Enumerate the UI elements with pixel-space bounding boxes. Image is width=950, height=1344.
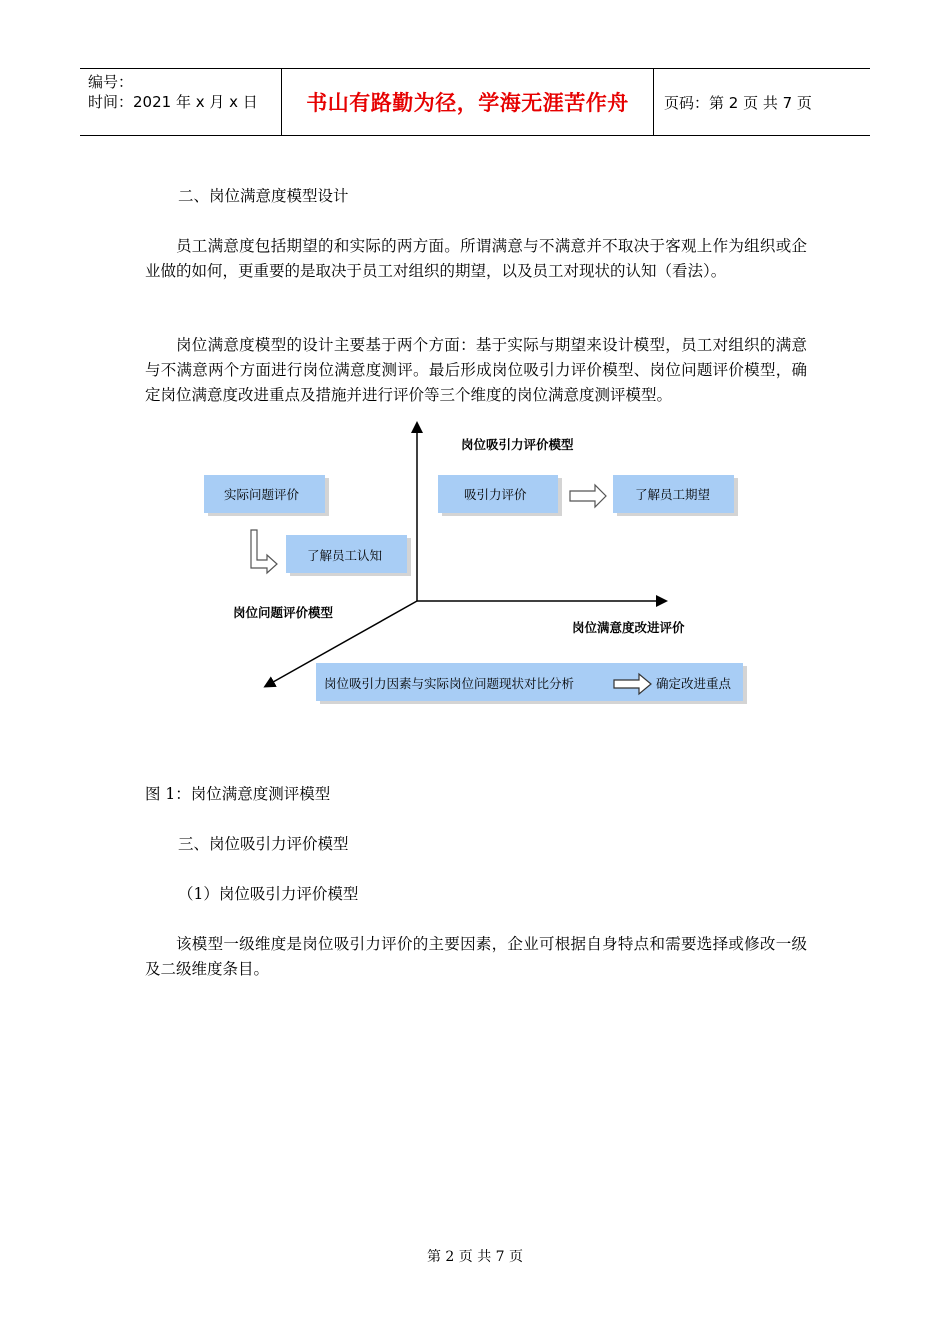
box-actual-label: 实际问题评价 [224,487,300,502]
section2-para2: 岗位满意度模型的设计主要基于两个方面：基于实际与期望来设计模型，员工对组织的满意与不满意两个方面进行岗位满意度测评。最后形成岗位吸引力评价模型、岗位问题评价模型，确定岗位满意度改进重点及措施并进行评价等三个维度的岗位满意度测评模型。 [145,336,807,404]
axis-y-title: 岗位吸引力评价模型 [461,437,574,452]
axis-right-title: 岗位满意度改进评价 [572,620,685,635]
header-motto: 书山有路勤为径，学海无涯苦作舟 [281,69,654,135]
box-know-label: 了解员工认知 [307,548,383,563]
header-meta [80,69,281,135]
section3-para1: 该模型一级维度是岗位吸引力评价的主要因素，企业可根据自身特点和需要选择或修改一级及二级维度条目。 [145,935,807,978]
axis-left-title: 岗位问题评价模型 [233,605,334,620]
section2-para1: 员工满意度包括期望的和实际的两方面。所谓满意与不满意并不取决于客观上作为组织或企业做的如何，更重要的是取决于员工对组织的期望，以及员工对现状的认知（看法）。 [145,237,807,280]
satisfaction-model-diagram [195,418,760,708]
header-number: 编号： [88,73,134,91]
box-compare-label: 岗位吸引力因素与实际岗位问题现状对比分析 [324,676,575,691]
right-arrow-icon [570,485,606,507]
diagram-svg [195,418,760,708]
header-time: 时间：2021 年 x 月 x 日 [88,93,258,111]
l-arrow-icon [251,530,277,573]
section2-heading: 二、岗位满意度模型设计 [178,187,349,205]
section3-heading: 三、岗位吸引力评价模型 [178,835,349,853]
page-header [80,68,870,136]
section3-subheading: （1）岗位吸引力评价模型 [178,885,359,903]
box-attract-label: 吸引力评价 [464,487,527,502]
page-footer: 第 2 页 共 7 页 [426,1249,524,1265]
figure-caption: 图 1：岗位满意度测评模型 [145,785,331,803]
box-expect-label: 了解员工期望 [635,487,711,502]
box-confirm-label: 确定改进重点 [656,676,732,691]
header-page-info: 页码：第 2 页 共 7 页 [664,93,812,112]
